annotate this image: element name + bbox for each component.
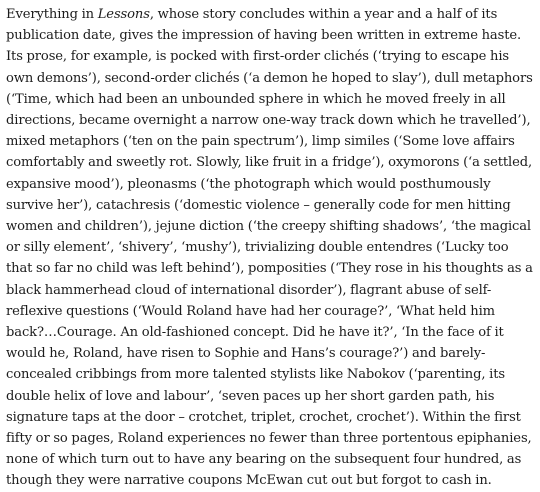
paragraph-lead-text: Everything in	[6, 7, 98, 22]
book-title: Lessons	[97, 7, 150, 22]
review-paragraph	[6, 4, 534, 492]
paragraph-body-text: , whose story concludes within a year and a half of its publication date, gives the impression of having been written in extreme haste. Its prose, for example, is pocked with first-order clichés (‘trying to escape his own demons’), second-order clichés (‘a demon he hoped to slay’), dull metaphors (‘Time, which had been an unbounded sphere in which he moved freely in all directions, became overnight a narrow one-way track down which he travelled’), mixed metaphors (‘ten on the pain spectrum’), limp similes (‘Some love affairs comfortably and sweetly rot. Slowly, like fruit in a fridge’), oxymorons (‘a settled, expansive mood’), pleonasms (‘the photograph which would posthumously survive her’), catachresis (‘domestic violence – generally code for men hitting women and children’), jejune diction (‘the creepy shifting shadows’, ‘the magical or silly element’, ‘shivery’, ‘mushy’), trivializing double entendres (‘Lucky too that so far no child was left behind’), pomposities (‘They rose in his thoughts as a black hammerhead cloud of international disorder’), flagrant abuse of self-reflexive questions (‘Would Roland have had her courage?’, ‘What held him back?…Courage. An old-fashioned concept. Did he have it?’, ‘In the face of it would he, Roland, have risen to Sophie and Hans’s courage?’) and barely-concealed cribbings from more talented stylists like Nabokov (‘parenting, its double helix of love and labour’, ‘seven paces up her short garden path, his signature taps at the door – crotchet, triplet, crochet, crochet’). Within the first fifty or so pages, Roland experiences no fewer than three portentous epiphanies, none of which turn out to have any bearing on the subsequent four hundred, as though they were narrative coupons McEwan cut out but forgot to cash in.	[6, 7, 533, 489]
